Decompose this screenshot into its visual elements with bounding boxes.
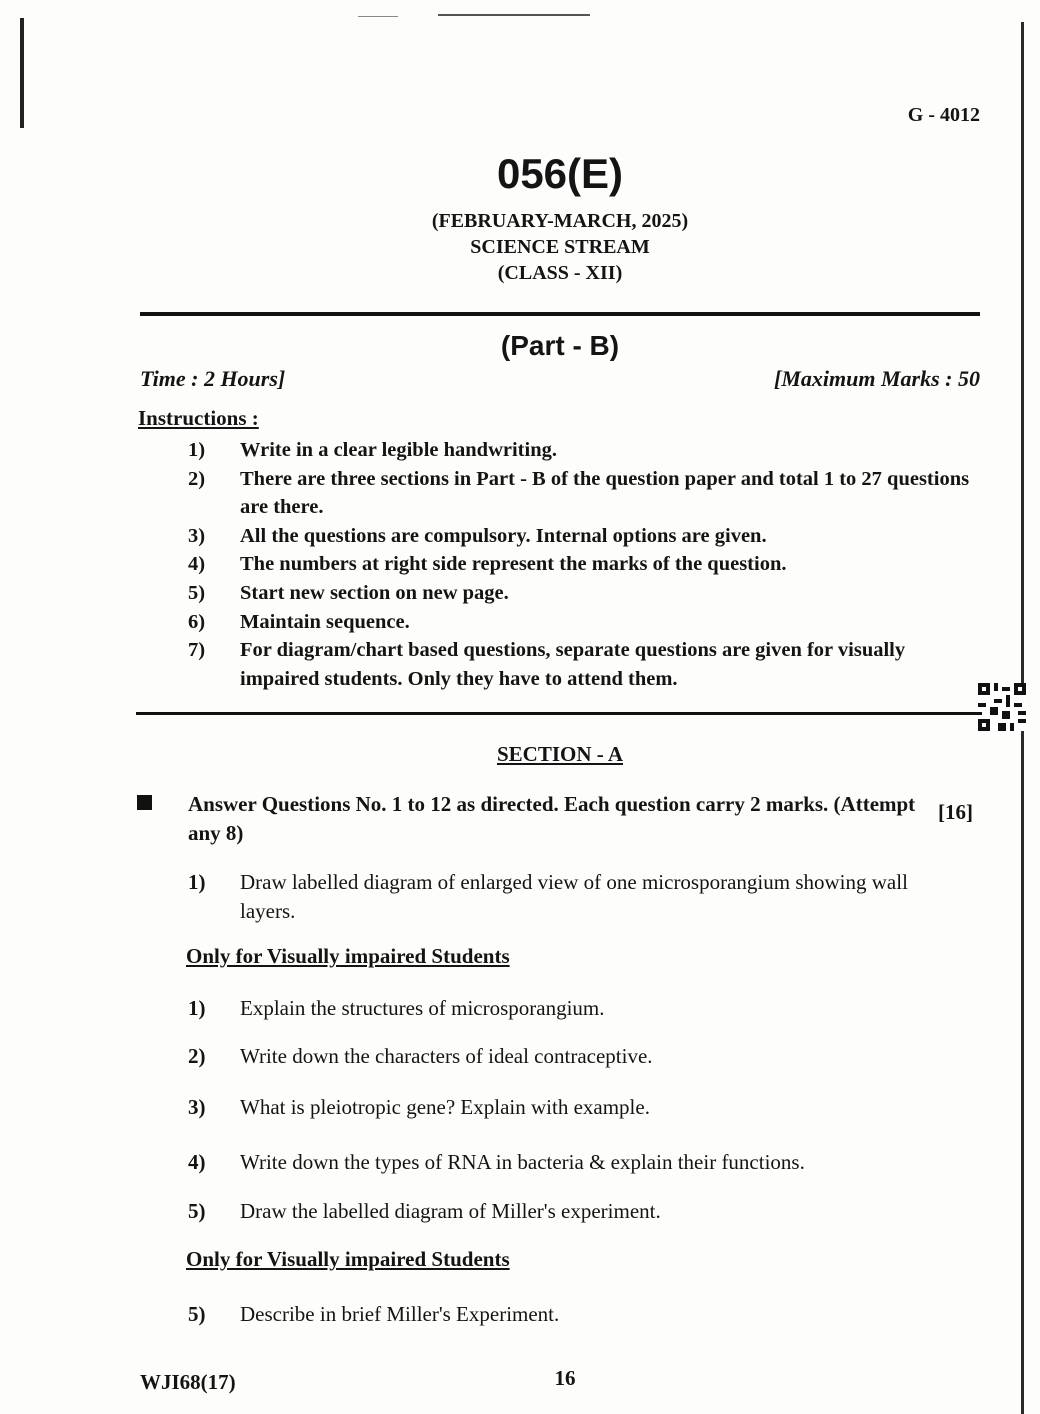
question-item: 3) What is pleiotropic gene? Explain with example. bbox=[188, 1095, 650, 1119]
section-a-title: SECTION - A bbox=[496, 742, 624, 766]
question-item: 4) Write down the types of RNA in bacteria & explain their functions. bbox=[188, 1150, 805, 1174]
exam-stream: SCIENCE STREAM bbox=[470, 236, 650, 258]
visually-impaired-heading: Only for Visually impaired Students bbox=[186, 1247, 510, 1271]
exam-class: (CLASS - XII) bbox=[497, 262, 623, 284]
instructions-list bbox=[188, 436, 988, 693]
instruction-item: 6) Maintain sequence. bbox=[188, 610, 410, 633]
instruction-item: 1) Write in a clear legible handwriting. bbox=[188, 439, 557, 461]
time-allowed: Time : 2 Hours] bbox=[140, 366, 286, 391]
question-item: 1) Explain the structures of microsporangium. bbox=[188, 996, 605, 1020]
divider-instructions bbox=[136, 712, 982, 715]
part-title: (Part - B) bbox=[500, 330, 620, 361]
square-bullet-icon bbox=[137, 795, 152, 810]
section-directive: Answer Questions No. 1 to 12 as directed. Each question carry 2 marks. (Attempt any 8) bbox=[188, 792, 916, 845]
subject-code: 056(E) bbox=[496, 150, 624, 197]
maximum-marks: [Maximum Marks : 50 bbox=[774, 366, 980, 391]
qr-code-icon bbox=[978, 682, 1026, 732]
scan-edge-left bbox=[20, 18, 24, 128]
question-item: 1) Draw labelled diagram of enlarged view of one microsporangium showing wall layers. bbox=[188, 870, 908, 923]
scan-mark-top-faint bbox=[358, 16, 398, 17]
instruction-item: 2) There are three sections in Part - B of the question paper and total 1 to 27 questions are there. bbox=[188, 467, 970, 519]
footer-code: WJI68(17) bbox=[140, 1370, 236, 1394]
question-item: 5) Describe in brief Miller's Experiment. bbox=[188, 1302, 560, 1326]
visually-impaired-heading: Only for Visually impaired Students bbox=[186, 944, 510, 968]
page-number: 16 bbox=[554, 1366, 576, 1390]
instruction-item: 7) For diagram/chart based questions, separate questions are given for visually impaired students. Only they have to attend them. bbox=[188, 639, 906, 690]
instruction-item: 5) Start new section on new page. bbox=[188, 581, 509, 604]
paper-code: G - 4012 bbox=[907, 104, 980, 126]
instruction-item: 4) The numbers at right side represent the marks of the question. bbox=[188, 553, 787, 576]
question-item: 5) Draw the labelled diagram of Miller's experiment. bbox=[188, 1199, 661, 1223]
divider-top bbox=[140, 312, 980, 316]
section-marks: [16] bbox=[938, 800, 973, 824]
question-item: 2) Write down the characters of ideal contraceptive. bbox=[188, 1044, 653, 1068]
scan-mark-top bbox=[438, 14, 590, 16]
exam-session: (FEBRUARY-MARCH, 2025) bbox=[431, 210, 689, 232]
instructions-title: Instructions : bbox=[138, 406, 259, 430]
instruction-item: 3) All the questions are compulsory. Internal options are given. bbox=[188, 524, 767, 547]
